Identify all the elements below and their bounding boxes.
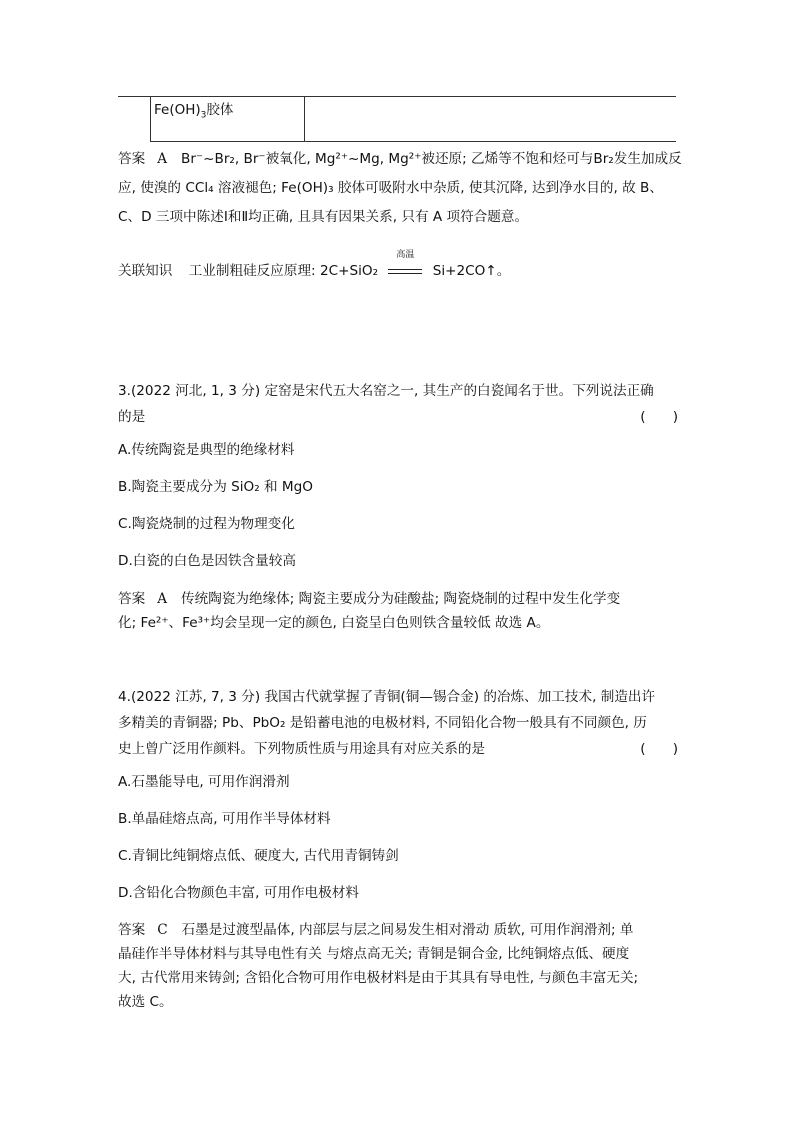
answer-line: C、D 三项中陈述Ⅰ和Ⅱ均正确, 且具有因果关系, 只有 A 项符合题意。 bbox=[118, 209, 529, 225]
question-4-answer bbox=[118, 918, 682, 1014]
question-line: 的是 ( ) bbox=[118, 404, 682, 430]
answer-block-previous bbox=[118, 145, 682, 232]
answer-line: 应, 使溴的 CCl₄ 溶液褪色; Fe(OH)₃ 胶体可吸附水中杂质, 使其沉降, 达到净水目的, 故 B、 bbox=[118, 180, 663, 196]
answer-line: 大, 古代常用来铸剑; 含铅化合物可用作电极材料是由于其具有导电性, 与颜色丰富无关; bbox=[118, 970, 639, 986]
table-column-divider bbox=[304, 96, 305, 142]
table-bottom-border bbox=[150, 141, 676, 142]
question-3-answer bbox=[118, 587, 682, 635]
reaction-arrow bbox=[386, 250, 424, 278]
related-text: 工业制粗硅反应原理: 2C+SiO₂ bbox=[188, 263, 379, 279]
answer-line: 答案 C 石墨是过渡型晶体, 内部层与层之间易发生相对滑动 质软, 可用作润滑剂; 单 bbox=[118, 922, 634, 938]
reaction-products: Si+2CO↑。 bbox=[432, 263, 511, 279]
answer-line: 晶硅作半导体材料与其导电性有关 与熔点高无关; 青铜是铜合金, 比纯铜熔点低、硬度 bbox=[118, 946, 630, 962]
question-line: 3.(2022 河北, 1, 3 分) 定窑是宋代五大名窑之一, 其生产的白瓷闻名于世。下列说法正确 bbox=[118, 383, 654, 399]
q4-option-b: B.单晶硅熔点高, 可用作半导体材料 bbox=[118, 811, 331, 827]
answer-line: 化; Fe²⁺、Fe³⁺均会呈现一定的颜色, 白瓷呈白色则铁含量较低 故选 A。 bbox=[118, 615, 550, 631]
related-knowledge bbox=[118, 250, 682, 281]
answer-blank: ( ) bbox=[640, 741, 678, 757]
q3-option-b: B.陶瓷主要成分为 SiO₂ 和 MgO bbox=[118, 479, 313, 495]
reaction-condition: 高温 bbox=[396, 250, 415, 260]
q3-option-c: C.陶瓷烧制的过程为物理变化 bbox=[118, 516, 295, 532]
q4-option-d: D.含铅化合物颜色丰富, 可用作电极材料 bbox=[118, 885, 359, 901]
q4-option-c: C.青铜比纯铜熔点低、硬度大, 古代用青铜铸剑 bbox=[118, 848, 399, 864]
q3-option-d: D.白瓷的白色是因铁含量较高 bbox=[118, 553, 296, 569]
question-line: 史上曾广泛用作颜料。下列物质性质与用途具有对应关系的是 ( ) bbox=[118, 736, 682, 762]
answer-line: 答案 A 传统陶瓷为绝缘体; 陶瓷主要成分为硅酸盐; 陶瓷烧制的过程中发生化学变 bbox=[118, 591, 621, 607]
answer-table-fragment bbox=[118, 96, 676, 142]
table-cell-text: $Fe(OH)_3$胶体 bbox=[154, 102, 234, 121]
answer-line: 故选 C。 bbox=[118, 994, 173, 1010]
question-3-stem bbox=[118, 378, 682, 430]
answer-blank: ( ) bbox=[640, 409, 678, 425]
related-label: 关联知识 bbox=[118, 263, 173, 279]
q3-option-a: A.传统陶瓷是典型的绝缘材料 bbox=[118, 442, 295, 458]
question-4-stem bbox=[118, 684, 682, 762]
question-line: 4.(2022 江苏, 7, 3 分) 我国古代就掌握了青铜(铜—锡合金) 的冶炼、加工技术, 制造出许 bbox=[118, 689, 656, 705]
q4-option-a: A.石墨能导电, 可用作润滑剂 bbox=[118, 774, 290, 790]
question-line: 多精美的青铜器; Pb、PbO₂ 是铅蓄电池的电极材料, 不同铅化合物一般具有不同颜色, 历 bbox=[118, 715, 647, 731]
answer-line: 答案 A Br⁻~Br₂, Br⁻被氧化, Mg²⁺~Mg, Mg²⁺被还原; 乙烯等不饱和烃可与Br₂发生加成反 bbox=[118, 151, 682, 167]
table-top-border bbox=[118, 96, 676, 97]
table-column-divider bbox=[150, 96, 151, 142]
